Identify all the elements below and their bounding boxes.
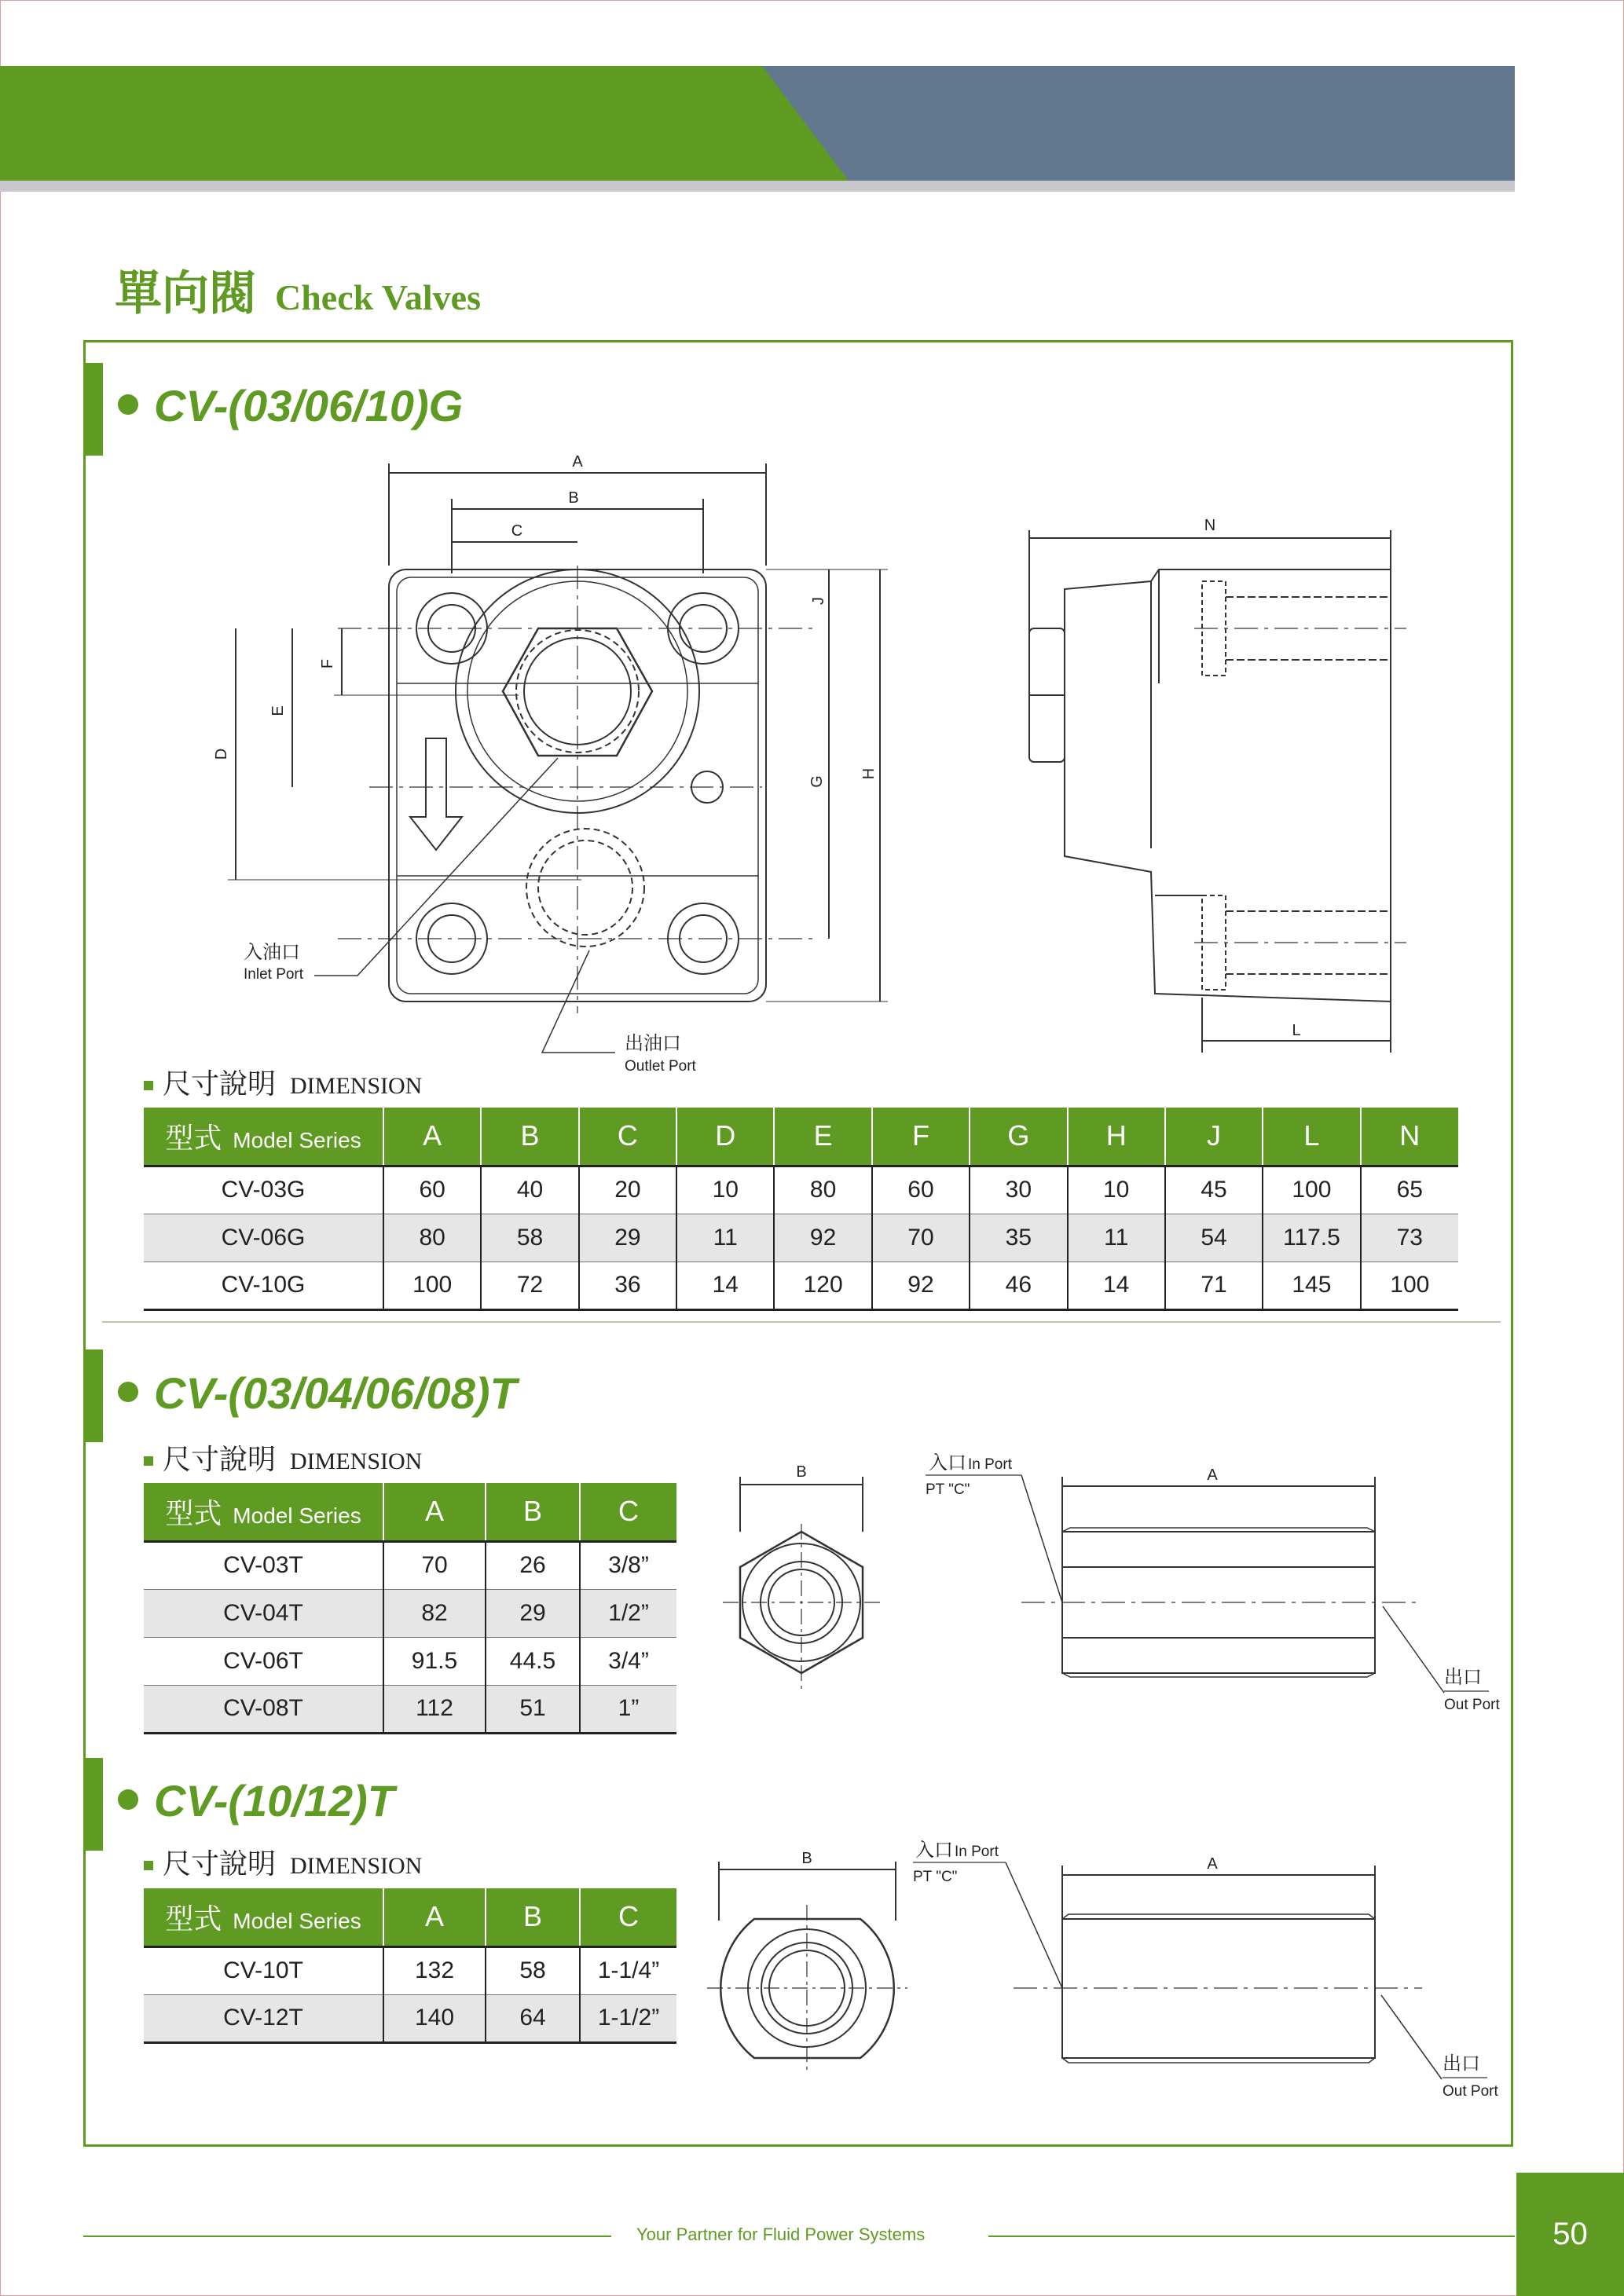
dimension-label-t: 尺寸說明 DIMENSION [144, 1437, 422, 1478]
model-series-header: 型式 Model Series [144, 1108, 383, 1166]
svg-text:Out Port: Out Port [1444, 1697, 1500, 1713]
table-cell: 3/4” [580, 1637, 676, 1685]
square-bullet-icon [144, 1081, 153, 1090]
table-cell: 45 [1165, 1166, 1263, 1214]
table-cell: 1-1/4” [580, 1946, 676, 1994]
svg-text:A: A [1207, 1855, 1218, 1873]
table-cell: 100 [383, 1262, 481, 1309]
table-cell: 140 [383, 1994, 486, 2042]
table-cell: 145 [1263, 1262, 1360, 1309]
svg-text:L: L [1292, 1022, 1301, 1039]
col-header: D [676, 1108, 774, 1166]
svg-text:B: B [801, 1850, 812, 1867]
table-cell: 73 [1361, 1214, 1458, 1262]
outlet-port-zh: 出油口 [625, 1033, 681, 1054]
table-cell: 30 [970, 1166, 1067, 1214]
table-cell: 29 [486, 1589, 580, 1637]
svg-text:N: N [1204, 517, 1216, 534]
dim-g [808, 628, 829, 939]
table-cell: 71 [1165, 1262, 1263, 1309]
table-cell: CV-10T [144, 1946, 383, 1994]
section-marker-bar [84, 1349, 103, 1442]
square-bullet-icon [144, 1456, 153, 1466]
col-header: C [580, 1483, 676, 1541]
table-cv-g [144, 1108, 1458, 1311]
table-cell: 20 [579, 1166, 676, 1214]
bullet-icon [118, 394, 138, 415]
table-cell: 100 [1361, 1262, 1458, 1309]
svg-text:Out Port: Out Port [1443, 2083, 1498, 2100]
col-header: C [579, 1108, 676, 1166]
footer-rule-right [988, 2236, 1515, 2237]
svg-text:H: H [860, 767, 878, 780]
model-series-header: 型式 Model Series [144, 1483, 383, 1541]
table-cell: CV-06G [144, 1214, 383, 1262]
col-header: C [580, 1888, 676, 1946]
table-cell: 58 [481, 1214, 578, 1262]
table-cell: 58 [486, 1946, 580, 1994]
table-cell: CV-08T [144, 1685, 383, 1733]
dim-e [269, 628, 292, 787]
table-cell: CV-04T [144, 1589, 383, 1637]
table-cell: 26 [486, 1541, 580, 1589]
col-header: B [486, 1888, 580, 1946]
svg-text:J: J [810, 597, 827, 605]
svg-text:A: A [1207, 1467, 1218, 1484]
table-cell: 14 [1068, 1262, 1165, 1309]
table-cell: CV-03T [144, 1541, 383, 1589]
page-title [115, 256, 481, 324]
table-cell: 70 [383, 1541, 486, 1589]
table-row [144, 1166, 1458, 1214]
section-title-t: CV-(03/04/06/08)T [118, 1368, 517, 1419]
side-view [1029, 517, 1406, 1053]
dim-j [766, 569, 841, 628]
cv-g-drawing [212, 448, 1438, 1076]
square-bullet-icon [144, 1861, 153, 1870]
cv-t2-drawing [707, 1834, 1498, 2117]
cv-t-drawing [723, 1445, 1500, 1728]
table-cell: 3/8” [580, 1541, 676, 1589]
table-cell: 35 [970, 1214, 1067, 1262]
table-cell: 1” [580, 1685, 676, 1733]
svg-text:F: F [319, 658, 336, 669]
table-cell: 72 [481, 1262, 578, 1309]
svg-text:出口: 出口 [1444, 1667, 1482, 1688]
footer-slogan: Your Partner for Fluid Power Systems [636, 2225, 926, 2244]
table-cell: 10 [676, 1166, 774, 1214]
table-cell: CV-03G [144, 1166, 383, 1214]
col-header: E [774, 1108, 871, 1166]
table-cell: 120 [774, 1262, 871, 1309]
svg-text:A: A [572, 453, 583, 471]
table-cell: 11 [676, 1214, 774, 1262]
dimension-label-g: 尺寸說明 DIMENSION [144, 1062, 422, 1102]
table-cell: 46 [970, 1262, 1067, 1309]
table-cell: CV-06T [144, 1637, 383, 1685]
table-row [144, 1214, 1458, 1262]
table-cell: 10 [1068, 1166, 1165, 1214]
section-title-t2: CV-(10/12)T [118, 1775, 394, 1826]
svg-text:入口: 入口 [929, 1452, 966, 1474]
section-marker-bar [84, 363, 103, 456]
col-header: B [486, 1483, 580, 1541]
col-header: F [872, 1108, 970, 1166]
svg-text:入口: 入口 [915, 1840, 953, 1861]
table-row [144, 1685, 676, 1733]
svg-text:E: E [269, 705, 287, 716]
flow-arrow-icon [410, 738, 462, 850]
inlet-port-en: Inlet Port [244, 966, 304, 983]
table-row [144, 1946, 676, 1994]
table-cell: 51 [486, 1685, 580, 1733]
header-slate-band [762, 66, 1515, 181]
page-title-zh: 單向閥 [115, 266, 256, 321]
col-header: A [383, 1888, 486, 1946]
table-cell: 36 [579, 1262, 676, 1309]
table-cell: 92 [872, 1262, 970, 1309]
table-cell: 64 [486, 1994, 580, 2042]
table-row [144, 1994, 676, 2042]
table-row [144, 1262, 1458, 1309]
table-cell: 40 [481, 1166, 578, 1214]
table-cell: 14 [676, 1262, 774, 1309]
page-title-en: Check Valves [275, 277, 481, 317]
page-number: 50 [1516, 2173, 1624, 2296]
table-cell: CV-12T [144, 1994, 383, 2042]
table-cell: 60 [383, 1166, 481, 1214]
table-cv-t [144, 1483, 676, 1734]
table-cell: 100 [1263, 1166, 1360, 1214]
table-row [144, 1541, 676, 1589]
dim-c [452, 522, 577, 542]
section-marker-bar [84, 1758, 103, 1851]
col-header: H [1068, 1108, 1165, 1166]
table-cell: 82 [383, 1589, 486, 1637]
table-cell: 54 [1165, 1214, 1263, 1262]
table-cell: 11 [1068, 1214, 1165, 1262]
svg-text:C: C [511, 522, 523, 540]
svg-text:In Port: In Port [968, 1456, 1012, 1473]
table-cell: 117.5 [1263, 1214, 1360, 1262]
col-header: G [970, 1108, 1067, 1166]
table-row [144, 1637, 676, 1685]
table-cell: 29 [579, 1214, 676, 1262]
col-header: J [1165, 1108, 1263, 1166]
table-cell: 1-1/2” [580, 1994, 676, 2042]
table-cell: 80 [383, 1214, 481, 1262]
dimension-label-t2: 尺寸說明 DIMENSION [144, 1842, 422, 1882]
dim-b [452, 489, 703, 573]
table-cell: CV-10G [144, 1262, 383, 1309]
model-series-header: 型式 Model Series [144, 1888, 383, 1946]
table-cell: 70 [872, 1214, 970, 1262]
table-cell: 65 [1361, 1166, 1458, 1214]
col-header: N [1361, 1108, 1458, 1166]
col-header: A [383, 1108, 481, 1166]
table-cell: 112 [383, 1685, 486, 1733]
svg-text:D: D [213, 748, 230, 760]
svg-text:PT "C": PT "C" [926, 1481, 970, 1498]
bullet-icon [118, 1789, 138, 1810]
svg-text:PT "C": PT "C" [913, 1869, 958, 1885]
svg-text:G: G [808, 775, 826, 788]
table-row [144, 1589, 676, 1637]
svg-text:B: B [568, 489, 579, 507]
col-header: L [1263, 1108, 1360, 1166]
table-cv-t2 [144, 1888, 676, 2044]
section-title-g: CV-(03/06/10)G [118, 380, 463, 431]
table-cell: 91.5 [383, 1637, 486, 1685]
dim-f [319, 628, 519, 695]
table-cell: 44.5 [486, 1637, 580, 1685]
table-cell: 1/2” [580, 1589, 676, 1637]
section-divider [102, 1321, 1501, 1323]
table-cell: 60 [872, 1166, 970, 1214]
header-green-band [0, 66, 852, 181]
svg-text:出口: 出口 [1443, 2053, 1480, 2074]
footer-rule-left [83, 2236, 611, 2237]
inlet-port-zh: 入油口 [244, 942, 300, 963]
table-cell: 80 [774, 1166, 871, 1214]
svg-text:B: B [796, 1463, 807, 1481]
col-header: B [481, 1108, 578, 1166]
dim-h [766, 569, 888, 1002]
header-gray-strip [0, 181, 1515, 192]
svg-text:In Port: In Port [955, 1844, 999, 1860]
table-cell: 92 [774, 1214, 871, 1262]
col-header: A [383, 1483, 486, 1541]
table-cell: 132 [383, 1946, 486, 1994]
outlet-port-en: Outlet Port [625, 1058, 696, 1075]
bullet-icon [118, 1382, 138, 1402]
